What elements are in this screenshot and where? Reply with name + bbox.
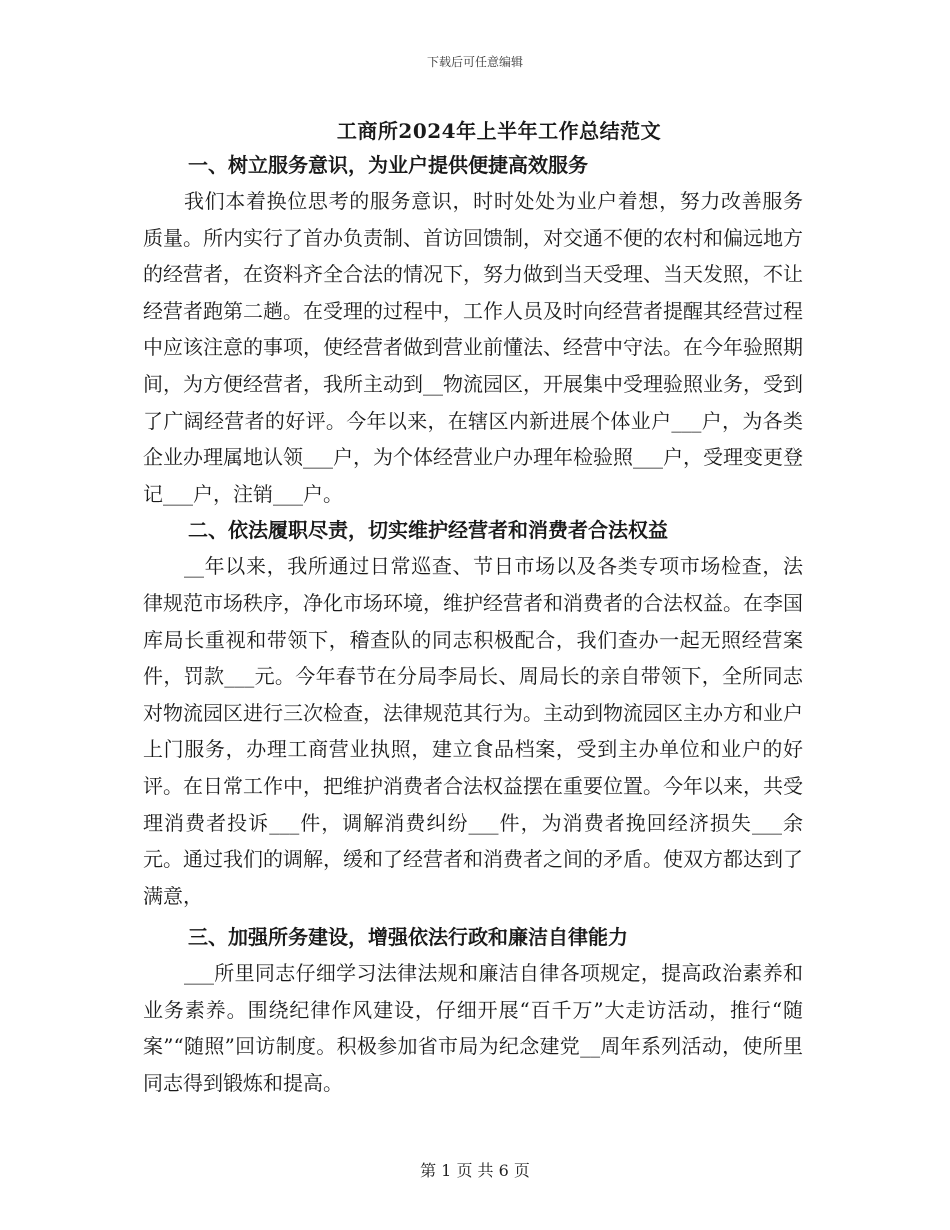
document-title: 工商所2024年上半年工作总结范文 [336, 119, 662, 143]
section-heading-1: 一、树立服务意识，为业户提供便捷高效服务 [188, 153, 588, 177]
page-footer: 第 1 页 共 6 页 [420, 1161, 530, 1180]
section-paragraph-1: 我们本着换位思考的服务意识，时时处处为业户着想，努力改善服务质量。所内实行了首办负责制、首访回馈制，对交通不便的农村和偏远地方的经营者，在资料齐全合法的情况下，努力做到当天受理、当天发照，不让经营者跑第二趟。在受理的过程中，工作人员及时向经营者提醒其经营过程中应该注意的事项，使经营者做到营业前懂法、经营中守法。在今年验照期间，为方便经营者，我所主动到__物流园区，开展集中受理验照业务，受到了广阔经营者的好评。今年以来，在辖区内新进展个体业户___户，为各类企业办理属地认领___户，为个体经营业户办理年检验照___户，受理变更登记___户，注销___户。 [143, 189, 803, 506]
section-paragraph-2: __年以来，我所通过日常巡查、节日市场以及各类专项市场检查，法律规范市场秩序，净化市场环境，维护经营者和消费者的合法权益。在李国库局长重视和带领下，稽查队的同志积极配合，我们查办一起无照经营案件，罚款___元。今年春节在分局李局长、周局长的亲自带领下，全所同志对物流园区进行三次检查，法律规范其行为。主动到物流园区主办方和业户上门服务，办理工商营业执照，建立食品档案，受到主办单位和业户的好评。在日常工作中，把维护消费者合法权益摆在重要位置。今年以来，共受理消费者投诉___件，调解消费纠纷___件，为消费者挽回经济损失___余元。通过我们的调解，缓和了经营者和消费者之间的矛盾。使双方都达到了满意， [143, 554, 803, 908]
section-paragraph-3: ___所里同志仔细学习法律法规和廉洁自律各项规定，提高政治素养和业务素养。围绕纪律作风建设，仔细开展“百千万”大走访活动，推行“随案”“随照”回访制度。积极参加省市局为纪念建党__周年系列活动，使所里同志得到锻炼和提高。 [143, 961, 803, 1096]
document-body [143, 147, 803, 1102]
section-heading-2: 二、依法履职尽责，切实维护经营者和消费者合法权益 [188, 518, 668, 543]
section-heading-3: 三、加强所务建设，增强依法行政和廉洁自律能力 [188, 925, 628, 950]
header-note: 下载后可任意编辑 [426, 55, 523, 69]
